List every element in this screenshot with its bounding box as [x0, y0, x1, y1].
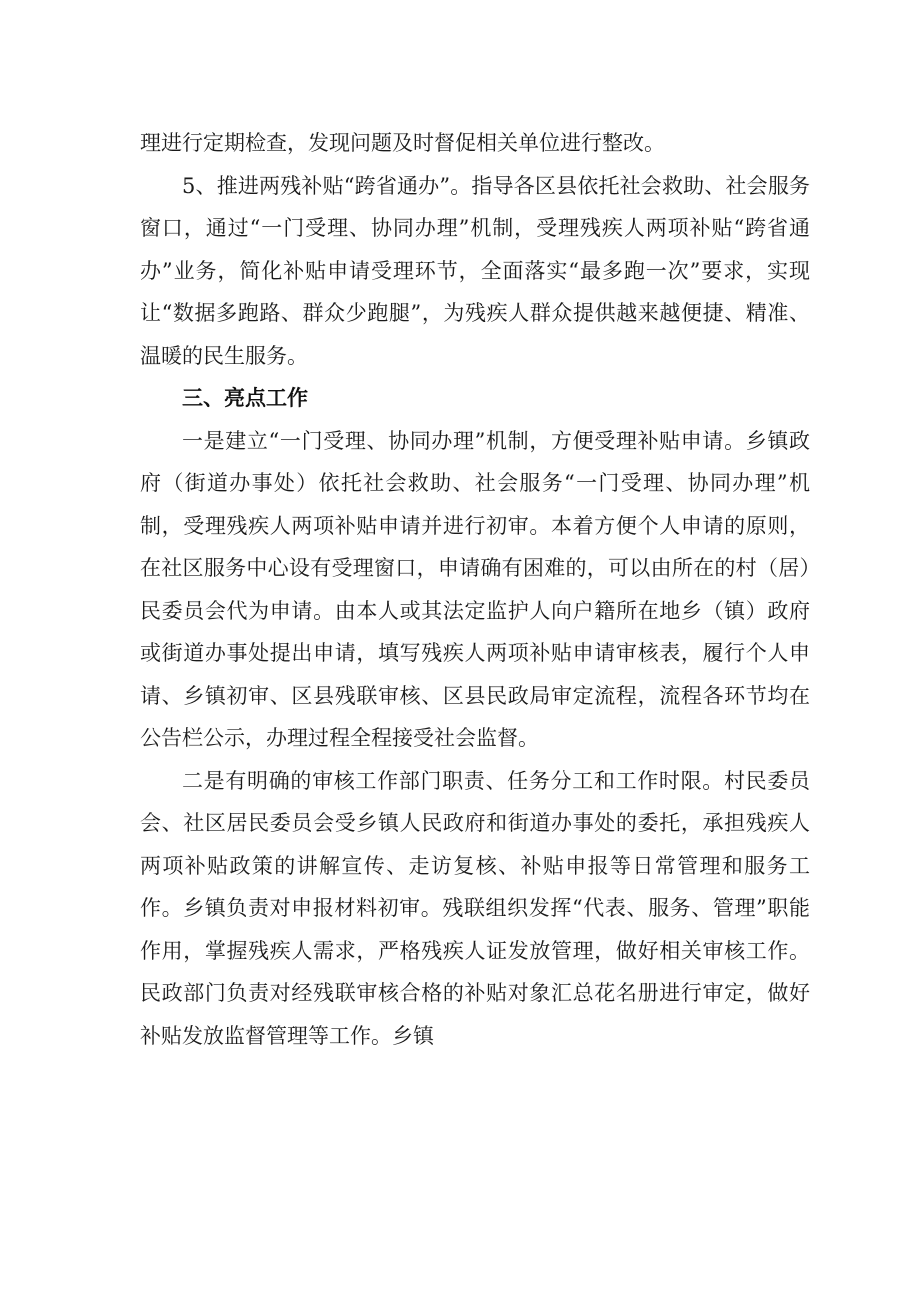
paragraph-highlight-1: 一是建立“一门受理、协同办理”机制，方便受理补贴申请。乡镇政府（街道办事处）依托社会救助、社会服务“一门受理、协同办理”机制，受理残疾人两项补贴申请并进行初审。本着方便个人申请的原则，在社区服务中心设有受理窗口，申请确有困难的，可以由所在的村（居）民委员会代为申请。由本人或其法定监护人向户籍所在地乡（镇）政府或街道办事处提出申请，填写残疾人两项补贴申请审核表，履行个人申请、乡镇初审、区县残联审核、区县民政局审定流程，流程各环节均在公告栏公示，办理过程全程接受社会监督。 [140, 428, 810, 750]
paragraph-highlight-2: 二是有明确的审核工作部门职责、任务分工和工作时限。村民委员会、社区居民委员会受乡镇人民政府和街道办事处的委托，承担残疾人两项补贴政策的讲解宣传、走访复核、补贴申报等日常管理和服务工作。乡镇负责对申报材料初审。残联组织发挥“代表、服务、管理”职能作用，掌握残疾人需求，严格残疾人证发放管理，做好相关审核工作。民政部门负责对经残联审核合格的补贴对象汇总花名册进行审定，做好补贴发放监督管理等工作。乡镇 [140, 768, 810, 1048]
section-heading-highlights: 三、亮点工作 [182, 386, 308, 410]
paragraph-continuation: 理进行定期检查，发现问题及时督促相关单位进行整改。 [140, 131, 665, 155]
document-body [140, 122, 810, 1057]
paragraph-item-5: 5、推进两残补贴“跨省通办”。指导各区县依托社会救助、社会服务窗口，通过“一门受理、协同办理”机制，受理残疾人两项补贴“跨省通办”业务，简化补贴申请受理环节，全面落实“最多跑一次”要求，实现让“数据多跑路、群众少跑腿”，为残疾人群众提供越来越便捷、精准、温暖的民生服务。 [140, 173, 810, 368]
